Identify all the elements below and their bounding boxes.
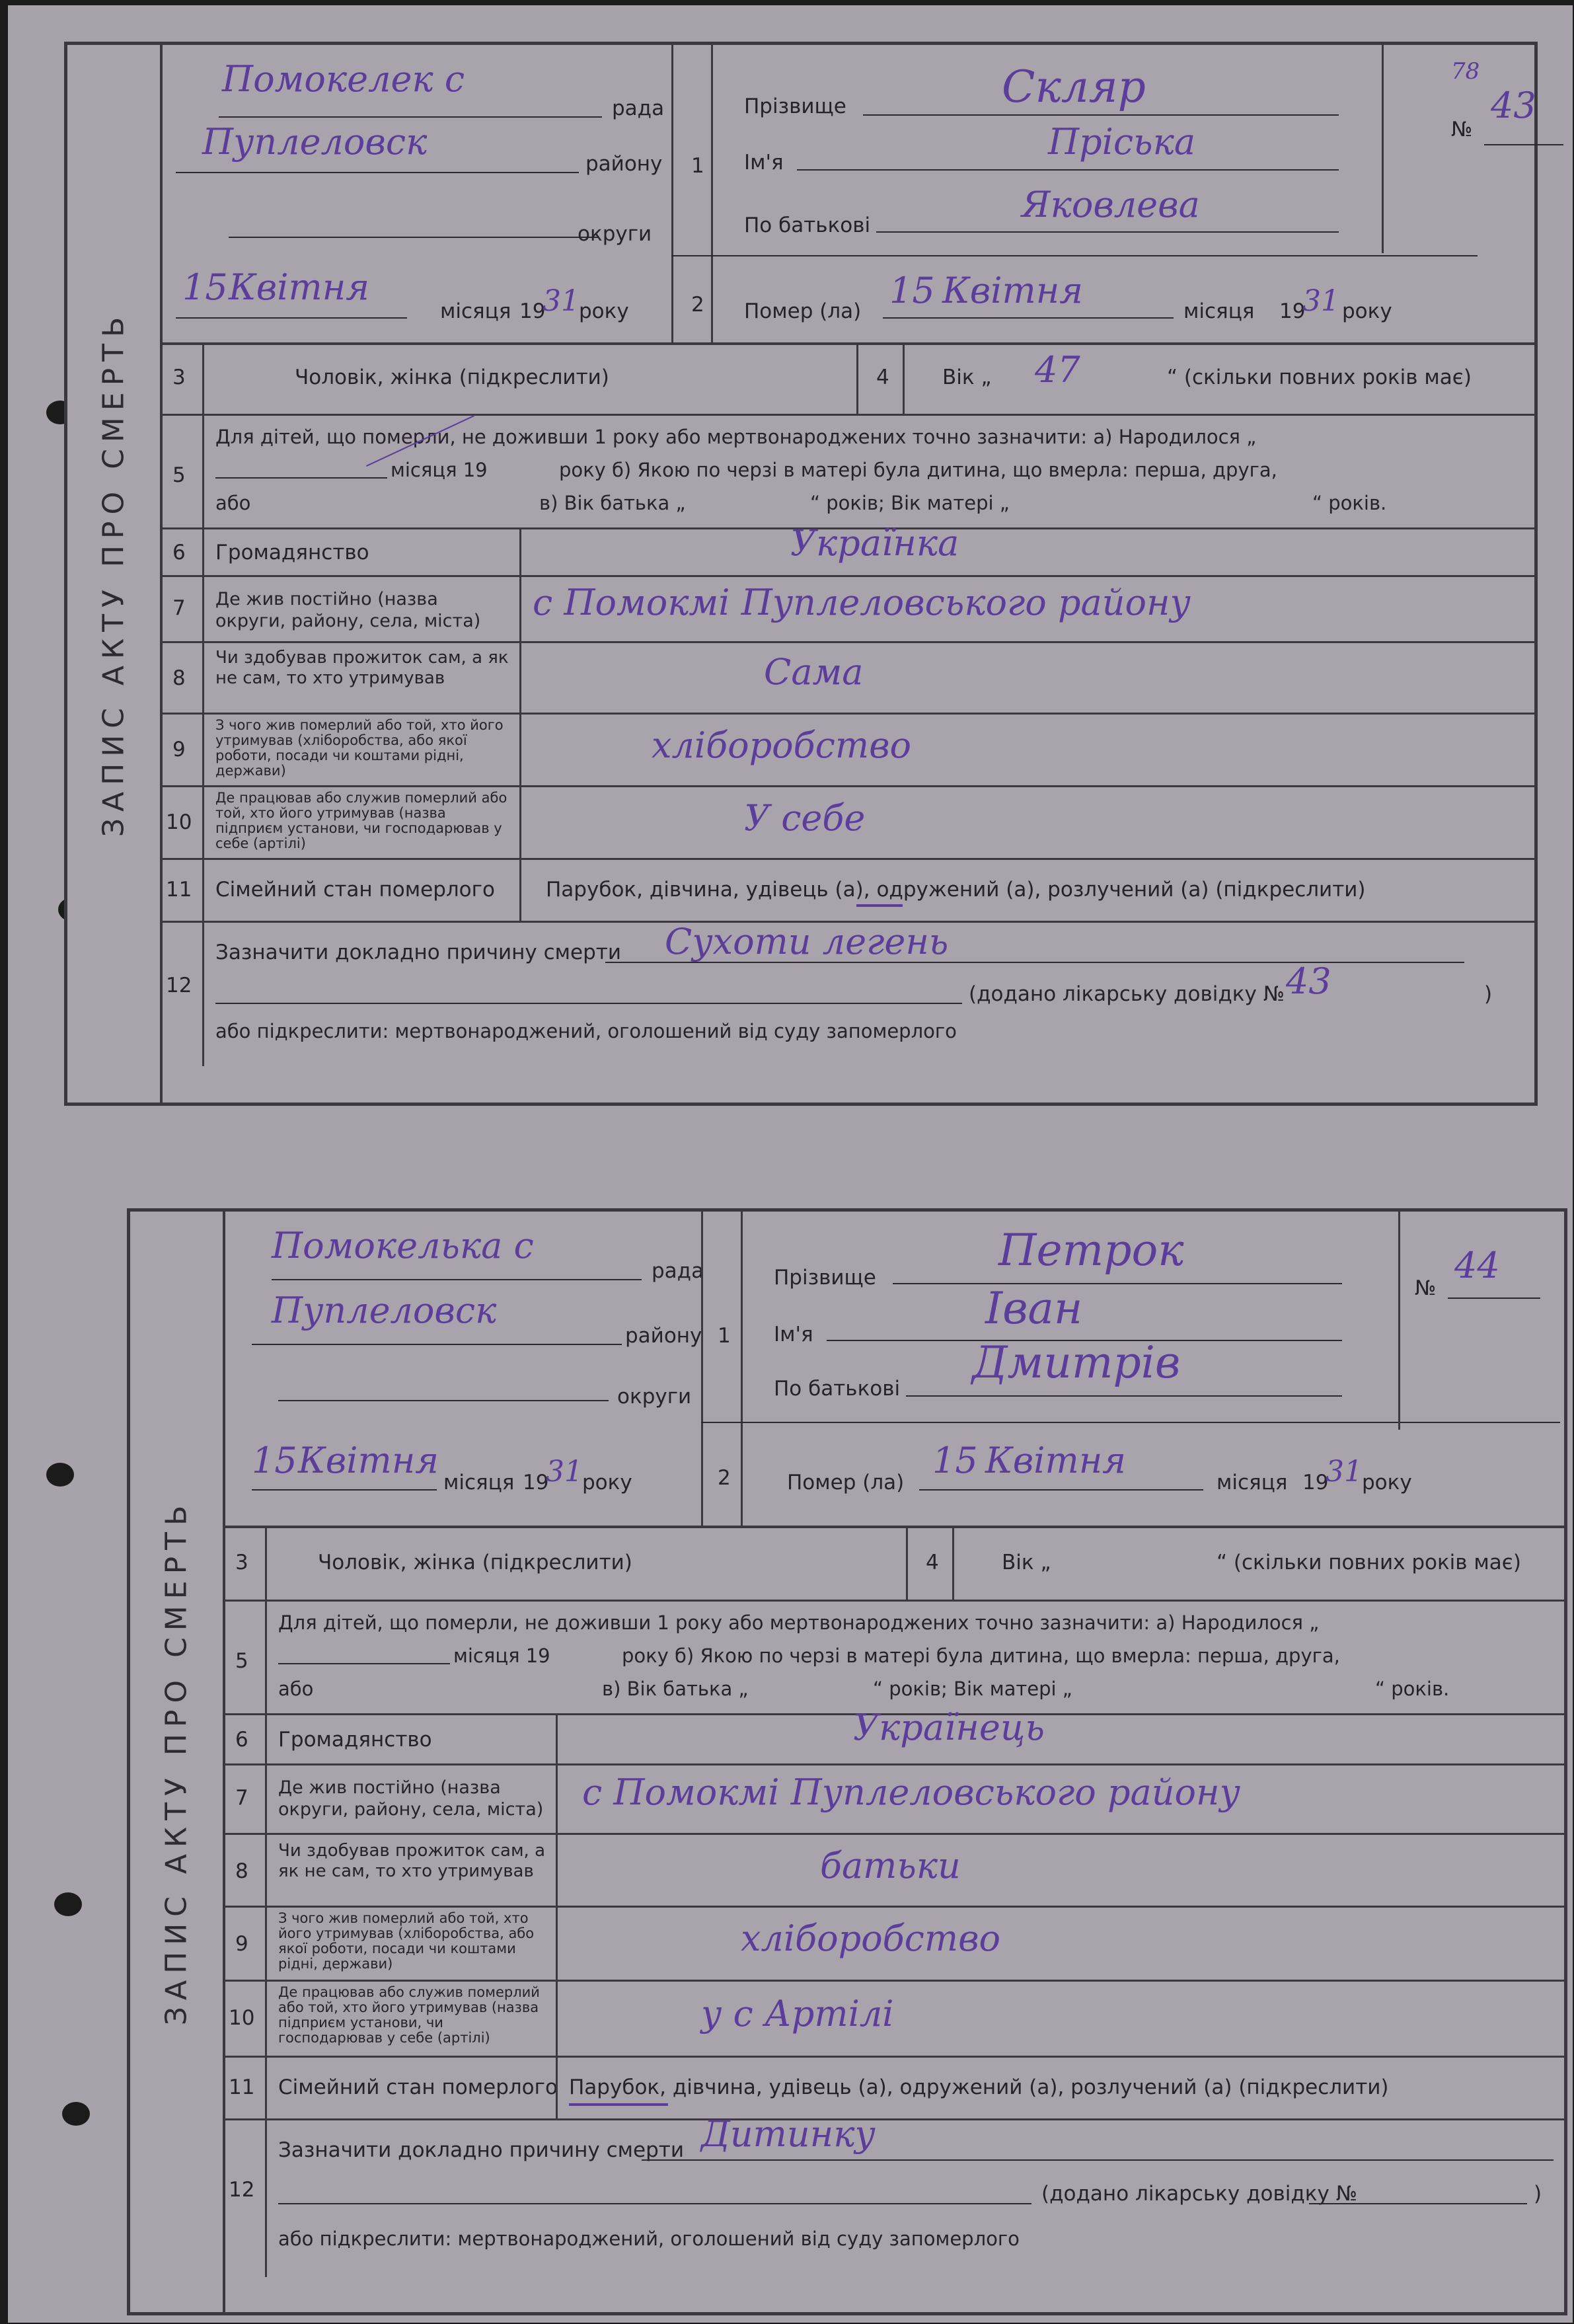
- row-3-2: 3 Чоловік, жінка (підкреслити) 4 Вік „ “ (скільки повних років має): [225, 1526, 1564, 1602]
- death-year: 31: [1302, 284, 1339, 318]
- row-7: 7 Де жив постійно (назва округи, району, села, міста) с Помокмі Пуплеловського району: [163, 575, 1534, 643]
- death-year-2: 31: [1326, 1455, 1363, 1489]
- record-number-prev: 78: [1451, 58, 1480, 85]
- pomer-label: Помер (ла): [744, 299, 862, 323]
- residence-value: с Помокмі Пуплеловського району: [533, 582, 1191, 623]
- workplace-value: У себе: [744, 797, 866, 839]
- death-day: 15: [889, 270, 935, 311]
- name-value: Пріська: [1048, 121, 1196, 163]
- misyatsya-label: місяця: [440, 299, 511, 323]
- patronymic-value-2: Дмитрів: [972, 1337, 1181, 1388]
- surname-label: Прізвище: [744, 95, 846, 118]
- name-label: Ім'я: [744, 151, 784, 174]
- row-6: 6 Громадянство Українка: [163, 527, 1534, 577]
- side-title-panel-2: [130, 1212, 225, 2312]
- death-day-2: 15: [932, 1440, 978, 1481]
- okruhy-label: округи: [578, 222, 652, 246]
- row-9-2: 9 З чого жив померлий або той, хто його утримував (хліборобства, або якої роботи, посади чи коштами рідні, держави) хліборобство: [225, 1906, 1564, 1982]
- row-12-2: 12 Зазначити докладно причину смерти Дитинку (додано лікарську довідку № ) або підкреслити: мертвонароджений, оголошений від суду запомерлого: [225, 2118, 1564, 2277]
- row-3: 3 Чоловік, жінка (підкреслити) 4 Вік „ 47 “ (скільки повних років має): [163, 342, 1534, 416]
- row-11: 11 Сімейний стан померлого Парубок, дівчина, удівець (а), одружений (а), розлучений (а) (підкреслити): [163, 858, 1534, 923]
- name-value-2: Іван: [985, 1283, 1083, 1334]
- row-8: 8 Чи здобував прожиток сам, а як не сам, то хто утримував Сама: [163, 641, 1534, 715]
- row-5-2: 5 Для дітей, що померли, не доживши 1 року або мертвонароджених точно зазначити: а) Народилося „ місяця 19 року б) Якою по черзі в матері була дитина, що вмерла: перша, друга, або в) Вік батька „ “ років; Вік матері „ “ років.: [225, 1600, 1564, 1715]
- reg-day: 15: [182, 266, 228, 308]
- death-month: Квітня: [942, 270, 1084, 311]
- side-title-2: ЗАПИС АКТУ ПРО СМЕРТЬ: [159, 1498, 194, 2025]
- citizenship-value-2: Українець: [853, 1707, 1045, 1748]
- certificate-value: 43: [1286, 960, 1331, 1002]
- rayon-value: Пуплеловск: [202, 121, 428, 163]
- death-record-form-2: [127, 1208, 1567, 2315]
- record-number: 43: [1491, 85, 1536, 126]
- reg-month-2: Квітня: [298, 1440, 439, 1481]
- roku-label-2: року: [1342, 299, 1392, 323]
- year-prefix-2: 19: [1279, 299, 1306, 323]
- year-prefix: 19: [519, 299, 546, 323]
- cause-value-2: Дитинку: [701, 2113, 876, 2155]
- patronymic-label: По батькові: [744, 213, 871, 237]
- residence-value-2: с Помокмі Пуплеловського району: [582, 1771, 1240, 1813]
- workplace-value-2: у с Артілі: [701, 1993, 894, 2034]
- livelihood-self-value: Сама: [764, 651, 864, 693]
- row-10-2: 10 Де працював або служив померлий або той, хто його утримував (назва підприєм установи, чи господарював у себе (артілі) у с Артілі: [225, 1980, 1564, 2058]
- side-title-panel: [67, 45, 163, 1103]
- livelihood-source-value-2: хліборобство: [741, 1917, 1001, 1959]
- age-label: Вік „: [942, 366, 992, 389]
- roku-label: року: [579, 299, 629, 323]
- form-header: Помокелек с рада Пуплеловск району округи 15 Квітня місяця 19 31 року 1 2 Прізвище Скляр Ім'я Пріська По батькові Яковлева Помер (ла) 15 Квітня місяця 19 31 року № 78 43: [163, 45, 1534, 345]
- side-title: ЗАПИС АКТУ ПРО СМЕРТЬ: [96, 310, 131, 837]
- cause-value: Сухоти легень: [665, 921, 949, 962]
- row-8-2: 8 Чи здобував прожиток сам, а як не сам, то хто утримував батьки: [225, 1833, 1564, 1908]
- row-6-2: 6 Громадянство Українець: [225, 1713, 1564, 1765]
- rayonu-label: району: [585, 152, 663, 176]
- row-10: 10 Де працював або служив померлий або той, хто його утримував (назва підприєм установи, чи господарював у себе (артілі) У себе: [163, 785, 1534, 860]
- livelihood-source-value: хліборобство: [652, 724, 912, 766]
- reg-year: 31: [543, 284, 580, 318]
- selrada-value: Помокелек с: [222, 58, 465, 100]
- livelihood-self-value-2: батьки: [820, 1845, 961, 1886]
- row-5: 5 Для дітей, що померли, не доживши 1 року або мертвонароджених точно зазначити: а) Народилося „ місяця 19 року б) Якою по черзі в матері була дитина, що вмерла: перша, друга, або в) Вік батька „ “ років; Вік матері „ “ років.: [163, 414, 1534, 529]
- row-11-2: 11 Сімейний стан померлого Парубок, дівчина, удівець (а), одружений (а), розлучений (а) (підкреслити): [225, 2056, 1564, 2120]
- death-record-form-1: [64, 42, 1538, 1106]
- age-suffix: “ (скільки повних років має): [1167, 366, 1472, 389]
- row-7-2: 7 Де жив постійно (назва округи, району, села, міста) с Помокмі Пуплеловського району: [225, 1763, 1564, 1835]
- age-value: 47: [1035, 349, 1080, 391]
- rayon-value-2: Пуплеловск: [272, 1290, 497, 1331]
- sex-label: Чоловік, жінка (підкреслити): [295, 366, 609, 389]
- reg-day-2: 15: [252, 1440, 297, 1481]
- row-9: 9 З чого жив померлий або той, хто його утримував (хліборобства, або якої роботи, посади чи коштами рідні, держави) хліборобство: [163, 713, 1534, 787]
- citizenship-value: Українка: [790, 522, 959, 564]
- patronymic-value: Яковлева: [1022, 184, 1200, 225]
- row-12: 12 Зазначити докладно причину смерти Сухоти легень (додано лікарську довідку № 43 ) або підкреслити: мертвонароджений, оголошений від суду запомерлого: [163, 921, 1534, 1066]
- surname-value: Скляр: [1002, 61, 1146, 112]
- misyatsya-label-2: місяця: [1183, 299, 1255, 323]
- reg-year-2: 31: [546, 1455, 583, 1489]
- form-header-2: Помокелька с рада Пуплеловск району округи 15 Квітня місяця 19 31 року 1 2 Прізвище Петрок Ім'я Іван По батькові Дмитрів Помер (ла) 15 Квітня місяця 19 31 року № 44: [225, 1212, 1564, 1528]
- rada-label: рада: [612, 97, 665, 120]
- death-month-2: Квітня: [985, 1440, 1127, 1481]
- record-number-2: 44: [1454, 1245, 1500, 1286]
- no-label: №: [1451, 118, 1473, 141]
- selrada-value-2: Помокелька с: [272, 1225, 534, 1266]
- document-page: [8, 5, 1573, 2323]
- surname-value-2: Петрок: [998, 1225, 1184, 1276]
- reg-month: Квітня: [229, 266, 370, 308]
